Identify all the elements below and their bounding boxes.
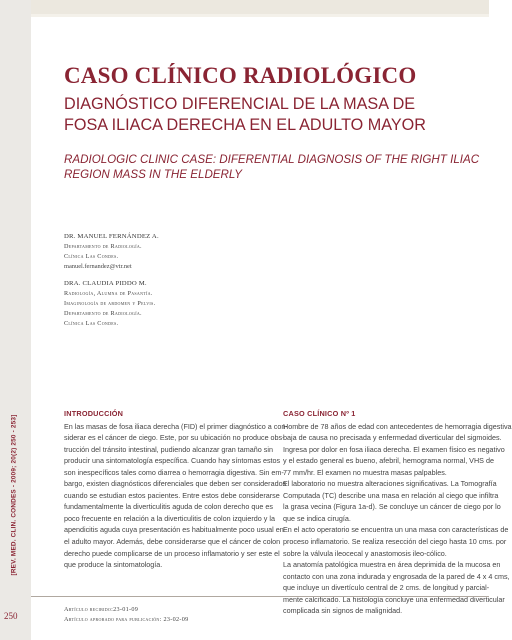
author-affiliation: Clínica Las Condes. xyxy=(64,320,119,327)
text-line: sobre la válvula ileocecal y anastomosis ileo-cólico. xyxy=(283,548,447,558)
text-line: En las masas de fosa iliaca derecha (FID) el primer diagnóstico a con- xyxy=(64,421,288,431)
author-email[interactable]: manuel.fernandez@vtr.net xyxy=(64,263,132,270)
text-line: son inespecíficos tales como diarrea o hemorragia digestiva. Sin em- xyxy=(64,467,284,477)
text-line: 77 mm/hr. El examen no muestra masas palpables. xyxy=(283,467,447,477)
article-title-line: FOSA ILIACA DERECHA EN EL ADULTO MAYOR xyxy=(64,115,426,134)
author-affiliation: Imaginología de abdomen y Pelvis. xyxy=(64,300,156,307)
english-title xyxy=(64,152,484,182)
text-line: baja de causa no precisada y enfermedad diverticular del sigmoides. xyxy=(283,433,502,443)
page-number: 250 xyxy=(4,611,18,621)
text-line: producir una sintomatología específica. Cuando hay síntomas estos xyxy=(64,456,281,466)
text-line: contacto con una zona indurada y engrosada de la pared de 4 x 4 cms, xyxy=(283,571,510,581)
text-line: El laboratorio no muestra alteraciones significativas. La Tomografía xyxy=(283,479,497,489)
intro-column xyxy=(64,408,288,571)
top-band-shade xyxy=(0,14,489,17)
text-line: Hombre de 78 años de edad con antecedentes de hemorragia digestiva xyxy=(283,421,512,431)
case-heading: CASO CLÍNICO Nº 1 xyxy=(283,409,356,418)
text-line: poco frecuente en relación a la diverticulitis de colon izquierdo y la xyxy=(64,513,275,523)
journal-reference xyxy=(4,410,24,580)
text-line: mente calcificado. La histología concluye una enfermedad diverticular xyxy=(283,594,505,604)
top-band xyxy=(0,0,489,14)
author-block-1 xyxy=(64,233,364,272)
text-line: En el acto operatorio se encuentra un una masa con características de xyxy=(283,525,509,535)
author-name: DRA. CLAUDIA PIDDO M. xyxy=(64,280,147,287)
article-title-line: DIAGNÓSTICO DIFERENCIAL DE LA MASA DE xyxy=(64,95,416,113)
approved-date: Artículo aprobado para publicación: 23-02-09 xyxy=(64,616,189,623)
text-line: Ingresa por dolor en fosa iliaca derecha. El examen físico es negativo xyxy=(283,444,505,454)
text-line: que produce la sintomatología. xyxy=(64,560,163,570)
text-line: trucción del tránsito intestinal, pudiendo alcanzar gran tamaño sin xyxy=(64,444,273,454)
text-line: derecho puede complicarse de un proceso inflamatorio y ser este el xyxy=(64,548,280,558)
text-line: La anatomía patológica muestra en área deprimida de la mucosa en xyxy=(283,560,501,570)
intro-paragraph xyxy=(64,421,288,571)
article-dates xyxy=(64,605,189,625)
text-line: bargo, existen diagnósticos diferenciales que deben ser considerados xyxy=(64,479,287,489)
text-line: la grasa vecina (Figura 1a-d). Se concluye un cáncer de ciego por lo xyxy=(283,502,501,512)
author-affiliation: Departamento de Radiología. xyxy=(64,243,142,250)
english-title-line: REGION MASS IN THE ELDERLY xyxy=(64,168,243,181)
text-line: que incluye un divertículo central de 2 cms. de longitud y parcial- xyxy=(283,583,490,593)
text-line: que se indica cirugía. xyxy=(283,513,351,523)
author-affiliation: Radiología, Alumna de Pasantía. xyxy=(64,290,153,297)
text-line: Computada (TC) describe una masa en relación al ciego que infiltra xyxy=(283,490,499,500)
text-line: complicada sin signos de malignidad. xyxy=(283,606,403,616)
case-paragraph xyxy=(283,421,512,617)
author-name: DR. MANUEL FERNÁNDEZ A. xyxy=(64,233,159,240)
author-affiliation: Clínica Las Condes. xyxy=(64,253,119,260)
text-line: fundamentalmente la diverticulitis aguda de colon derecho que es xyxy=(64,502,273,512)
text-line: el adulto mayor. Además, debe considerarse que el cáncer de colon xyxy=(64,537,281,547)
received-date: Artículo recibido:23-01-09 xyxy=(64,606,139,613)
text-line: siderar es el cáncer de ciego. Este, por su ubicación no produce obs- xyxy=(64,433,285,443)
english-title-line: RADIOLOGIC CLINIC CASE: DIFERENTIAL DIAGNOSIS OF THE RIGHT ILIAC xyxy=(64,153,480,166)
intro-heading: INTRODUCCIÓN xyxy=(64,409,124,418)
author-block-2 xyxy=(64,280,364,329)
article-title xyxy=(64,94,484,135)
article-type-title: CASO CLÍNICO RADIOLÓGICO xyxy=(64,63,417,88)
text-line: apendicitis aguda cuya presentación es habitualmente poco usual en xyxy=(64,525,284,535)
case-column xyxy=(283,408,512,617)
footer-divider xyxy=(31,596,489,597)
journal-reference-text: [REV. MED. CLIN. CONDES - 2009; 20(2) 250 - 253] xyxy=(10,414,18,576)
author-affiliation: Departamento de Radiología. xyxy=(64,310,142,317)
text-line: cuando se estudian estos pacientes. Entre estos debe considerarse xyxy=(64,490,280,500)
text-line: proceso inflamatorio. Se realiza resección del ciego hasta 10 cms. por xyxy=(283,537,507,547)
text-line: y el estado general es bueno, afebril, hemograma normal, VHS de xyxy=(283,456,494,466)
